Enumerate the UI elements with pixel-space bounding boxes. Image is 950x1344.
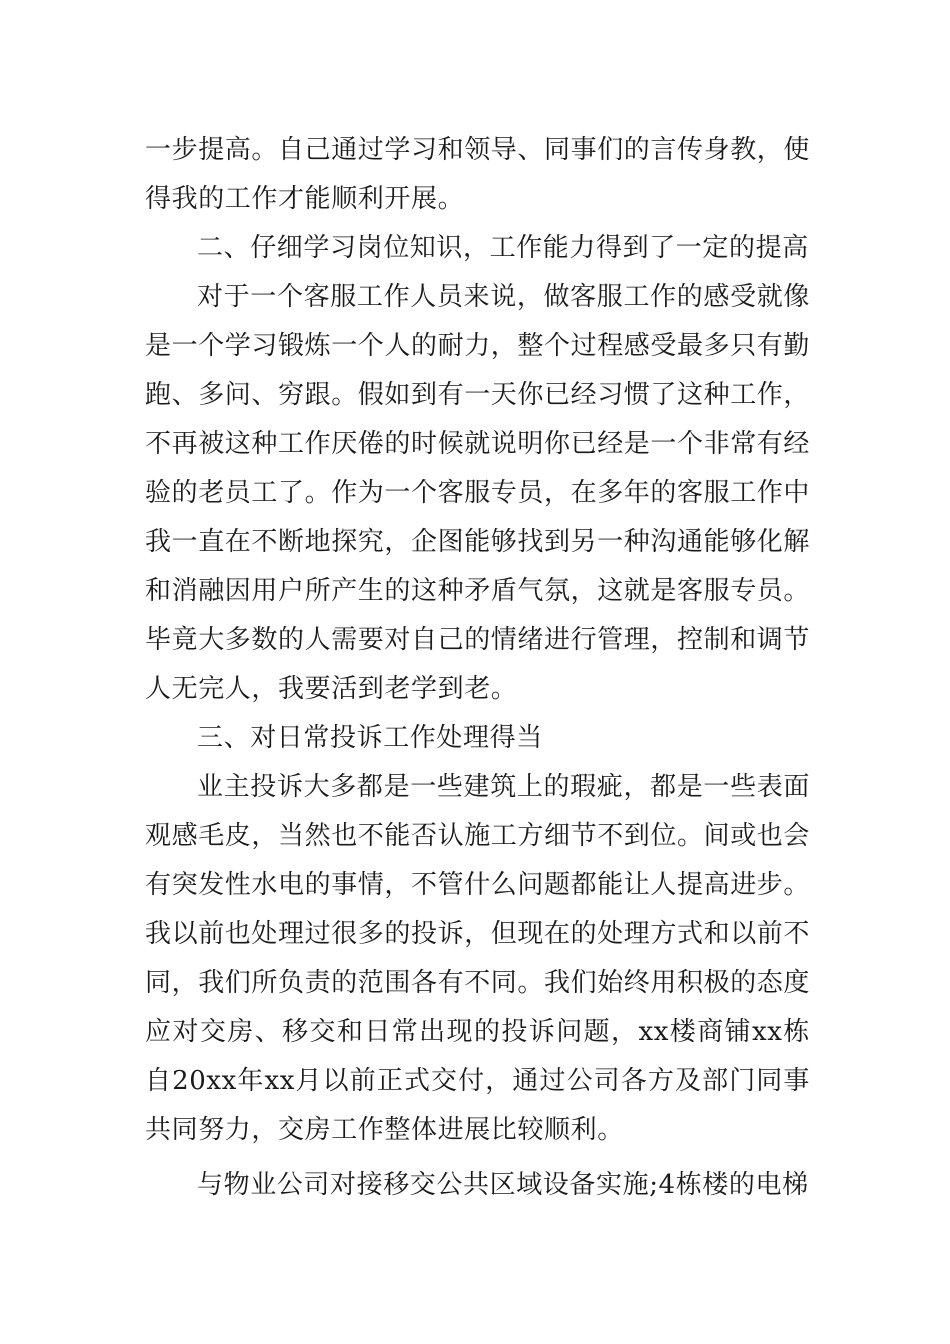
paragraph-complaints: 业主投诉大多都是一些建筑上的瑕疵，都是一些表面观感毛皮，当然也不能否认施工方细节不到位。间或也会有突发性水电的事情，不管什么问题都能让人提高进步。我以前也处理过很多的投诉，但现在的处理方式和以前不同，我们所负责的范围各有不同。我们始终用积极的态度应对交房、移交和日常出现的投诉问题，xx楼商铺xx栋自20xx年xx月以前正式交付，通过公司各方及部门同事共同努力，交房工作整体进展比较顺利。: [145, 772, 811, 1145]
paragraph-customer-service: 对于一个客服工作人员来说，做客服工作的感受就像是一个学习锻炼一个人的耐力，整个过程感受最多只有勤跑、多问、穷跟。假如到有一天你已经习惯了这种工作，不再被这种工作厌倦的时候就说明你已经是一个非常有经验的老员工了。作为一个客服专员，在多年的客服工作中我一直在不断地探究，企图能够找到另一种沟通能够化解和消融因用户所产生的这种矛盾气氛，这就是客服专员。毕竟大多数的人需要对自己的情绪进行管理，控制和调节人无完人，我要活到老学到老。: [145, 282, 811, 704]
section-heading-2: 二、仔细学习岗位知识，工作能力得到了一定的提高: [197, 233, 809, 263]
document-body: [145, 126, 810, 1210]
section-heading-3: 三、对日常投诉工作处理得当: [197, 723, 543, 753]
paragraph-continuation: 一步提高。自己通过学习和领导、同事们的言传身教，使得我的工作才能顺利开展。: [145, 135, 811, 214]
paragraph-property-handover: 与物业公司对接移交公共区域设备实施;4栋楼的电梯: [197, 1170, 809, 1200]
